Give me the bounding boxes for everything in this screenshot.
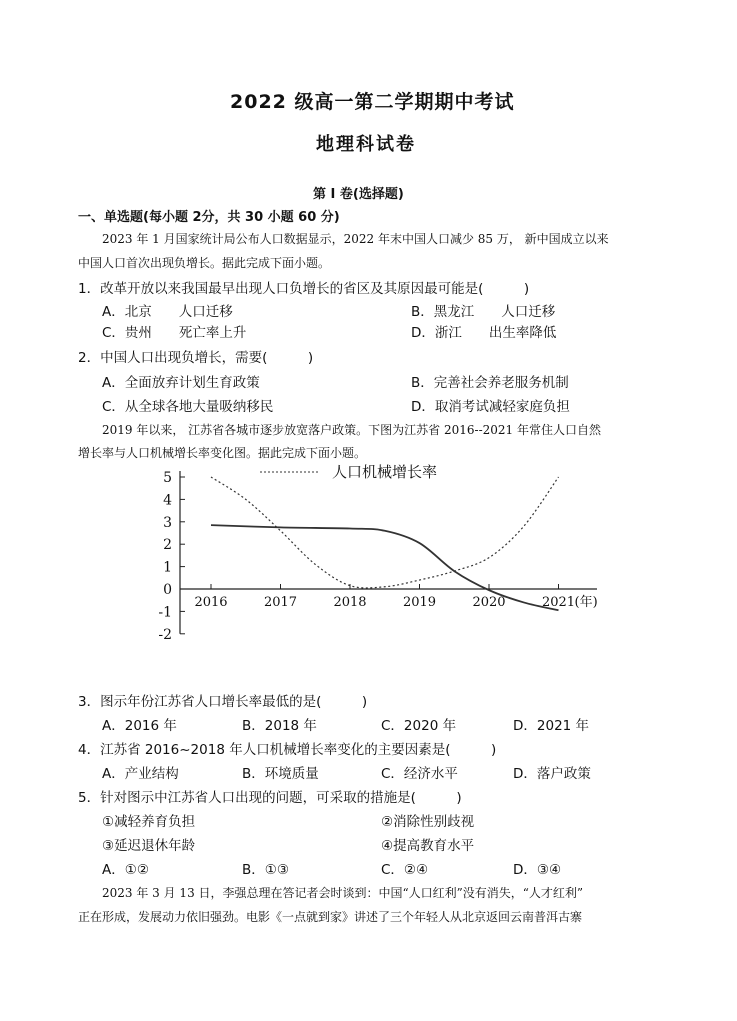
y-tick-label: -1 <box>158 604 172 621</box>
question-1-option-b[interactable]: B．黑龙江 人口迁移 <box>411 304 556 320</box>
question-3-option-a[interactable]: A．2016 年 <box>102 718 177 734</box>
part-heading: 第 I 卷(选择题) <box>313 187 404 202</box>
question-3-option-c[interactable]: C．2020 年 <box>381 718 457 734</box>
question-1-option-d[interactable]: D．浙江 出生率降低 <box>411 325 557 341</box>
exam-subtitle: 地理科试卷 <box>316 134 416 155</box>
question-5-stem: 5．针对图示中江苏省人口出现的问题，可采取的措施是( ) <box>78 790 462 806</box>
y-tick-label: 0 <box>163 582 172 598</box>
question-1-option-c[interactable]: C．贵州 死亡率上升 <box>102 325 247 341</box>
x-tick-label: 2017 <box>263 595 298 610</box>
x-tick-label: 2019 <box>402 595 437 610</box>
x-tick-label: 2021 <box>541 595 576 610</box>
question-1-stem: 1．改革开放以来我国最早出现人口负增长的省区及其原因最可能是( ) <box>78 281 530 297</box>
question-5-statement-4: ④提高教育水平 <box>381 838 475 854</box>
question-2-option-d[interactable]: D．取消考试减轻家庭负担 <box>411 399 570 415</box>
question-5-statement-1: ①减轻养育负担 <box>102 814 196 830</box>
question-2-option-a[interactable]: A．全面放弃计划生育政策 <box>102 375 260 391</box>
x-axis-label: (年) <box>574 595 598 610</box>
legend-label: 人口机械增长率 <box>332 463 438 481</box>
passage-2-line-1: 2019 年以来， 江苏省各城市逐步放宽落户政策。下图为江苏省 2016--2021 年常住人口自然 <box>102 423 601 437</box>
y-tick-label: 1 <box>163 559 172 576</box>
question-1-option-a[interactable]: A．北京 人口迁移 <box>102 304 233 320</box>
question-4-option-b[interactable]: B．环境质量 <box>242 766 319 782</box>
series-line-mechanical-growth <box>211 477 559 588</box>
question-5-option-c[interactable]: C．②④ <box>381 862 429 878</box>
question-3-stem: 3．图示年份江苏省人口增长率最低的是( ) <box>78 694 368 710</box>
question-3-option-b[interactable]: B．2018 年 <box>242 718 317 734</box>
question-2-option-c[interactable]: C．从全球各地大量吸纳移民 <box>102 399 274 415</box>
question-5-statement-3: ③延迟退休年龄 <box>102 838 196 854</box>
y-tick-label: 2 <box>163 537 172 554</box>
y-tick-label: 3 <box>163 514 172 531</box>
question-5-option-d[interactable]: D．③④ <box>513 862 562 878</box>
question-5-statement-2: ②消除性别歧视 <box>381 814 475 830</box>
y-tick-label: 5 <box>163 470 172 486</box>
y-tick-label: -2 <box>158 626 172 643</box>
question-2-option-b[interactable]: B．完善社会养老服务机制 <box>411 375 569 391</box>
question-3-option-d[interactable]: D．2021 年 <box>513 718 590 734</box>
x-tick-label: 2020 <box>472 595 506 610</box>
question-4-option-d[interactable]: D．落户政策 <box>513 766 591 782</box>
x-tick-label: 2016 <box>194 595 228 610</box>
exam-title: 2022 级高一第二学期期中考试 <box>230 91 515 113</box>
passage-1-line-1: 2023 年 1 月国家统计局公布人口数据显示，2022 年末中国人口减少 85 万， 新中国成立以来 <box>102 232 609 246</box>
question-5-option-b[interactable]: B．①③ <box>242 862 289 878</box>
population-growth-chart <box>150 460 620 650</box>
passage-3-line-2: 正在形成，发展动力依旧强劲。电影《一点就到家》讲述了三个年轻人从北京返回云南普洱古寨 <box>78 910 583 924</box>
question-5-option-a[interactable]: A．①② <box>102 862 149 878</box>
passage-3-line-1: 2023 年 3 月 13 日，李强总理在答记者会时谈到：中国“人口红利”没有消失，“人才红利” <box>102 886 584 900</box>
passage-2-line-2: 增长率与人口机械增长率变化图。据此完成下面小题。 <box>78 446 367 460</box>
section-title: 一、单选题(每小题 2分，共 30 小题 60 分) <box>78 210 340 225</box>
question-4-stem: 4．江苏省 2016~2018 年人口机械增长率变化的主要因素是( ) <box>78 742 497 758</box>
question-2-stem: 2．中国人口出现负增长，需要( ) <box>78 350 314 366</box>
question-4-option-c[interactable]: C．经济水平 <box>381 766 458 782</box>
x-tick-label: 2018 <box>333 595 367 610</box>
passage-1-line-2: 中国人口首次出现负增长。据此完成下面小题。 <box>78 256 331 270</box>
question-4-option-a[interactable]: A．产业结构 <box>102 766 179 782</box>
y-tick-label: 4 <box>163 492 172 509</box>
